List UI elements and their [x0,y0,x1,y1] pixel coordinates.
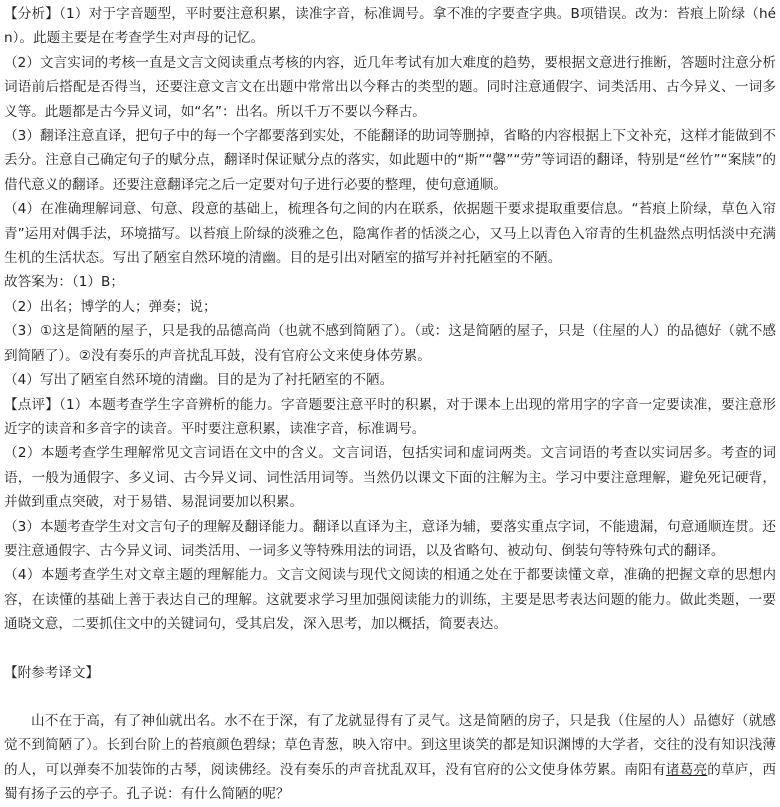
translation-text-after: 的草庐，西蜀有扬子云的亭子。孔子说：有什么简陋的呢？ [4,761,777,803]
analysis-paragraph-4: （4）在准确理解词意、句意、段意的基础上，梳理各句之间的内在联系，依据题干要求提取重要信息。“苔痕上阶绿，草色入帘青”运用对偶手法，环境描写。以苔痕上阶绿的淡雅之色，隐寓作者的恬淡之心，又马上以青色入帘青的生机盎然点明恬淡中充满生机的生活状态。写出了陋室自然环境的清幽。目的是引出对陋室的描写并衬托陋室的不陋。 [4,201,776,267]
comment-paragraph-1: 【点评】（1）本题考查学生字音辨析的能力。字音题要注意平时的积累，对于课本上出现的常用字的字音一定要读准，要注意形近字的读音和多音字的读音。平时要注意积累，读准字音，标准调号。 [4,396,776,437]
translation-text-before: 山不在于高，有了神仙就出名。水不在于深，有了龙就显得有了灵气。这是简陋的房子，只是我（住屋的人）品德好（就感觉不到简陋了）。长到台阶上的苔痕颜色碧绿；草色青葱，映入帘中。到这里谈笑的都是知识渊博的大学者，交往的没有知识浅薄的人，可以弹奏不加装饰的古琴，阅读佛经。没有奏乐的声音扰乱双耳，没有官府的公文使身体劳累。南阳有 [4,712,776,778]
comment-paragraph-4: （4）本题考查学生对文章主题的理解能力。文言文阅读与现代文阅读的相通之处在于都要读懂文章，准确的把握文章的思想内容，在读懂的基础上善于表达自己的理解。这就要求学习里加强阅读能力的训练，主要是思考表达问题的能力。做此类题，一要通晓文意，二要抓住文中的关键词句，受其启发，深入思考，加以概括，简要表达。 [4,567,776,633]
comment-paragraph-2: （2）本题考查学生理解常见文言词语在文中的含义。文言词语，包括实词和虚词两类。文言词语的考查以实词居多。考查的词语，一般为通假字、多义词、古今异义词、词性活用词等。当然仍以课文下面的注解为主。学习中要注意理解，避免死记硬背，并做到重点突破，对于易错、易混词要加以积累。 [4,445,776,511]
answer-line-3: （3）①这是简陋的屋子，只是我的品德高尚（也就不感到简陋了）。（或：这是简陋的屋子，只是（住屋的人）的品德好（就不感到简陋了）。②没有奏乐的声音扰乱耳鼓，没有官府公文来使身体劳累。 [4,323,776,364]
section-gap [4,685,776,709]
section-gap [4,637,776,661]
translation-body [4,709,776,807]
underlined-name: 诸葛亮 [665,761,708,778]
answer-line-1: 故答案为：（1）B； [4,274,124,291]
answer-line-2: （2）出名；博学的人；弹奏；说； [4,298,217,315]
translation-heading: 【附参考译文】 [4,664,100,681]
analysis-paragraph-3: （3）翻译注意直译，把句子中的每一个字都要落到实处，不能翻译的助词等删掉，省略的内容根据上下文补充，这样才能做到不丢分。注意自己确定句子的赋分点，翻译时保证赋分点的落实，如此题中的“斯”“馨”“劳”等词语的翻译，特别是“丝竹”“案牍”的借代意义的翻译。还要注意翻译完之后一定要对句子进行必要的整理，使句意通顺。 [4,128,776,193]
analysis-paragraph-2: （2）文言实词的考核一直是文言文阅读重点考核的内容，近几年考试有加大难度的趋势，要根据文意进行推断，答题时注意分析词语前后搭配是否得当，还要注意文言文在出题中常常出以今释古的类型的题。同时注意通假字、词类活用、古今异义、一词多义等。此题都是古今异义词，如“名”：出名。所以千万不要以今释古。 [4,54,776,120]
answer-line-4: （4）写出了陋室自然环境的清幽。目的是为了衬托陋室的不陋。 [4,372,394,389]
comment-paragraph-3: （3）本题考查学生对文言句子的理解及翻译能力。翻译以直译为主，意译为辅，要落实重点字词，不能遗漏，句意通顺连贯。还要注意通假字、古今异义词、词类活用、一词多义等特殊用法的词语，以及省略句、被动句、倒装句等特殊句式的翻译。 [4,518,776,559]
analysis-paragraph-1: 【分析】（1）对于字音题型，平时要注意积累，读准字音，标准调号。拿不准的字要查字典。B项错误。改为：苔痕上阶绿（hén）。此题主要是在考查学生对声母的记忆。 [4,6,776,47]
